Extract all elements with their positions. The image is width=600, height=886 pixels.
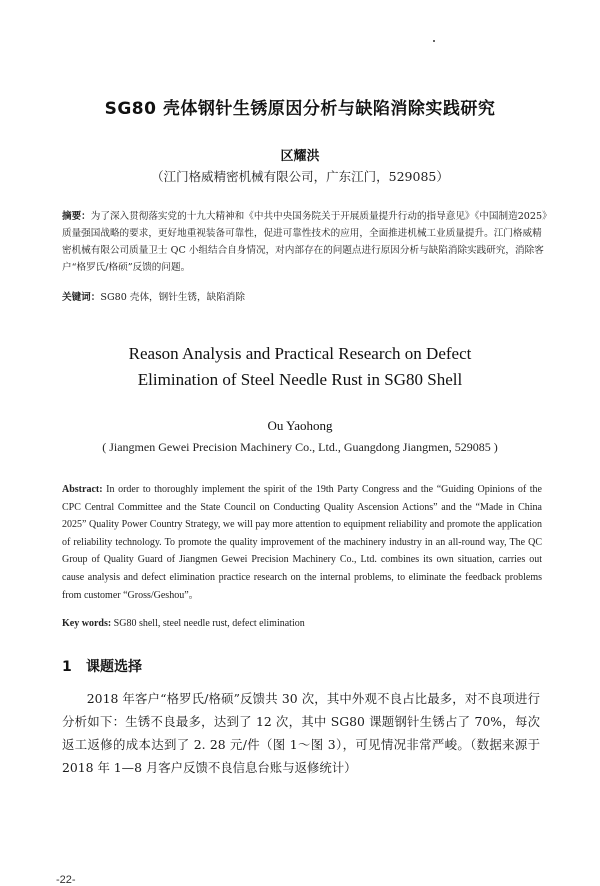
english-abstract-text: In order to thoroughly implement the spirit of the 19th Party Congress and the “Guiding Opinions of the CPC Central Committee and the State Council on Conducting Quality Ascension Actions” and the “Made in China 2025” Quality Power Country Strategy, we will pay more attention to equipment reliability and promote the application of reliability technology. To promote the quality improvement of the machinery industry in an all-round way, The QC Group of Quality Guard of Jiangmen Gewei Precision Machinery Co., Ltd. combines its own situation, carries out cause analysis and defect elimination practice research on the internal problems, to eliminate the feedback problems from customer “Gross/Geshou”。 (62, 484, 542, 601)
english-keywords-label: Key words: (62, 618, 112, 629)
chinese-keywords-text: SG80 壳体，钢针生锈，缺陷消除 (100, 292, 245, 303)
section-heading (62, 656, 142, 676)
scan-speck (433, 40, 435, 42)
page-number: -22- (56, 874, 76, 886)
body-paragraph: 2018 年客户“格罗氏/格硕”反馈共 30 次，其中外观不良占比最多，对不良项进行分析如下：生锈不良最多，达到了 12 次，其中 SG80 课题钢针生锈占了 70%，每次返工返修的成本达到了 2. 28 元/件（图 1～图 3），可见情况非常严峻。（数据来源于 2018 年 1—8 月客户反馈不良信息台账与返修统计） (62, 691, 540, 775)
chinese-abstract-text: 为了深入贯彻落实党的十九大精神和《中共中央国务院关于开展质量提升行动的指导意见》《中国制造2025》质量强国战略的要求，更好地重视装备可靠性，促进可靠性技术的应用，全面推进机械工业质量提升。江门格威精密机械有限公司质量卫士 QC 小组结合自身情况，对内部存在的问题点进行原因分析与缺陷消除实践研究，消除客户“格罗氏/格硕”反馈的问题。 (62, 211, 547, 273)
chinese-abstract-label: 摘要： (62, 211, 91, 222)
english-author: Ou Yaohong (267, 418, 333, 433)
chinese-keywords (62, 289, 548, 303)
section-number: 1 (62, 659, 72, 675)
chinese-affiliation: （江门格威精密机械有限公司，广东江门，529085） (151, 169, 449, 184)
chinese-abstract (62, 208, 548, 276)
english-keywords-text: SG80 shell, steel needle rust, defect elimination (111, 618, 305, 629)
english-abstract-label: Abstract: (62, 484, 103, 495)
section-title: 课题选择 (86, 659, 142, 675)
english-abstract (62, 481, 542, 604)
english-title-line-1: Reason Analysis and Practical Research on Defect (128, 344, 472, 363)
english-title-line-2: Elimination of Steel Needle Rust in SG80 Shell (137, 370, 463, 389)
english-affiliation: ( Jiangmen Gewei Precision Machinery Co., Ltd., Guangdong Jiangmen, 529085 ) (102, 440, 498, 454)
chinese-author: 区耀洪 (280, 149, 320, 164)
english-keywords (62, 618, 542, 629)
chinese-keywords-label: 关键词： (62, 292, 101, 303)
chinese-title: SG80 壳体钢针生锈原因分析与缺陷消除实践研究 (104, 99, 496, 119)
english-title (60, 341, 540, 393)
